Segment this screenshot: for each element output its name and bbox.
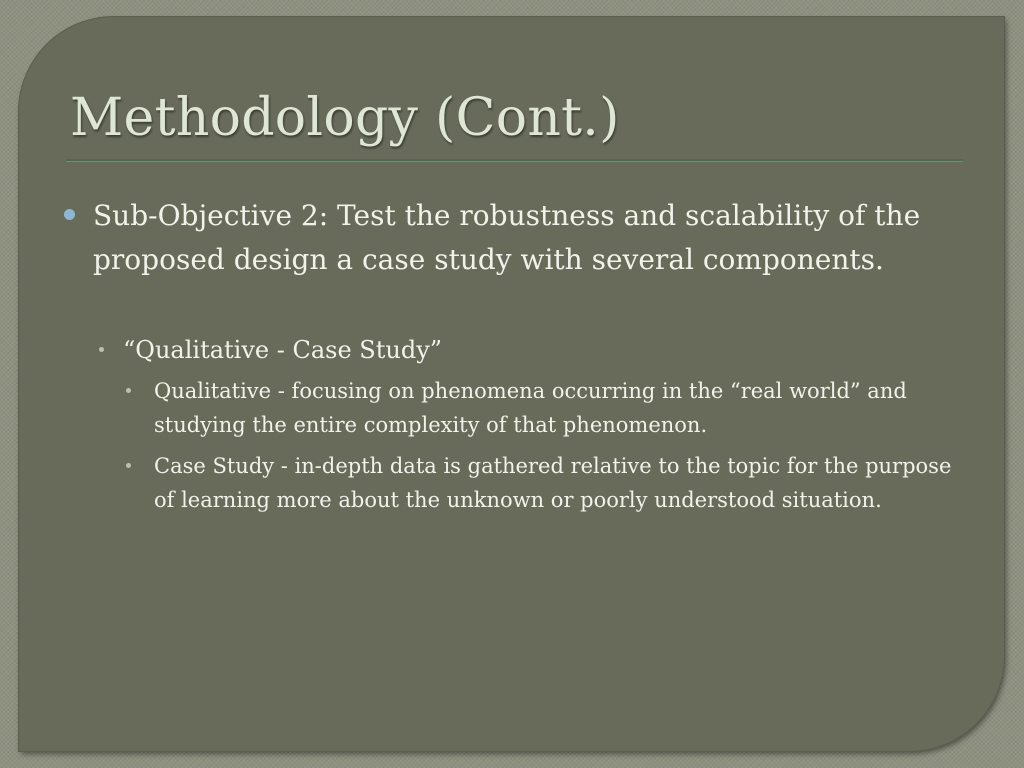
dot-bullet-icon: [126, 388, 131, 393]
dot-bullet-icon: [99, 347, 104, 352]
bullet-text: Qualitative - focusing on phenomena occurring in the “real world” and studying the entire complexity of that phenomenon.: [154, 379, 907, 437]
title-divider: [66, 159, 963, 162]
bullet-level-3: [154, 449, 964, 517]
bullet-level-1: [93, 194, 963, 282]
bullet-text: Sub-Objective 2: Test the robustness and scalability of the proposed design a case study with several components.: [93, 199, 921, 276]
bullet-level-3: [154, 374, 964, 442]
round-bullet-icon: [64, 209, 75, 220]
dot-bullet-icon: [126, 463, 131, 468]
bullet-text: “Qualitative - Case Study”: [123, 336, 443, 364]
bullet-text: Case Study - in-depth data is gathered relative to the topic for the purpose of learning more about the unknown or poorly understood situation.: [154, 454, 952, 512]
slide-title: Methodology (Cont.): [70, 88, 620, 148]
bullet-level-2: [123, 332, 963, 368]
